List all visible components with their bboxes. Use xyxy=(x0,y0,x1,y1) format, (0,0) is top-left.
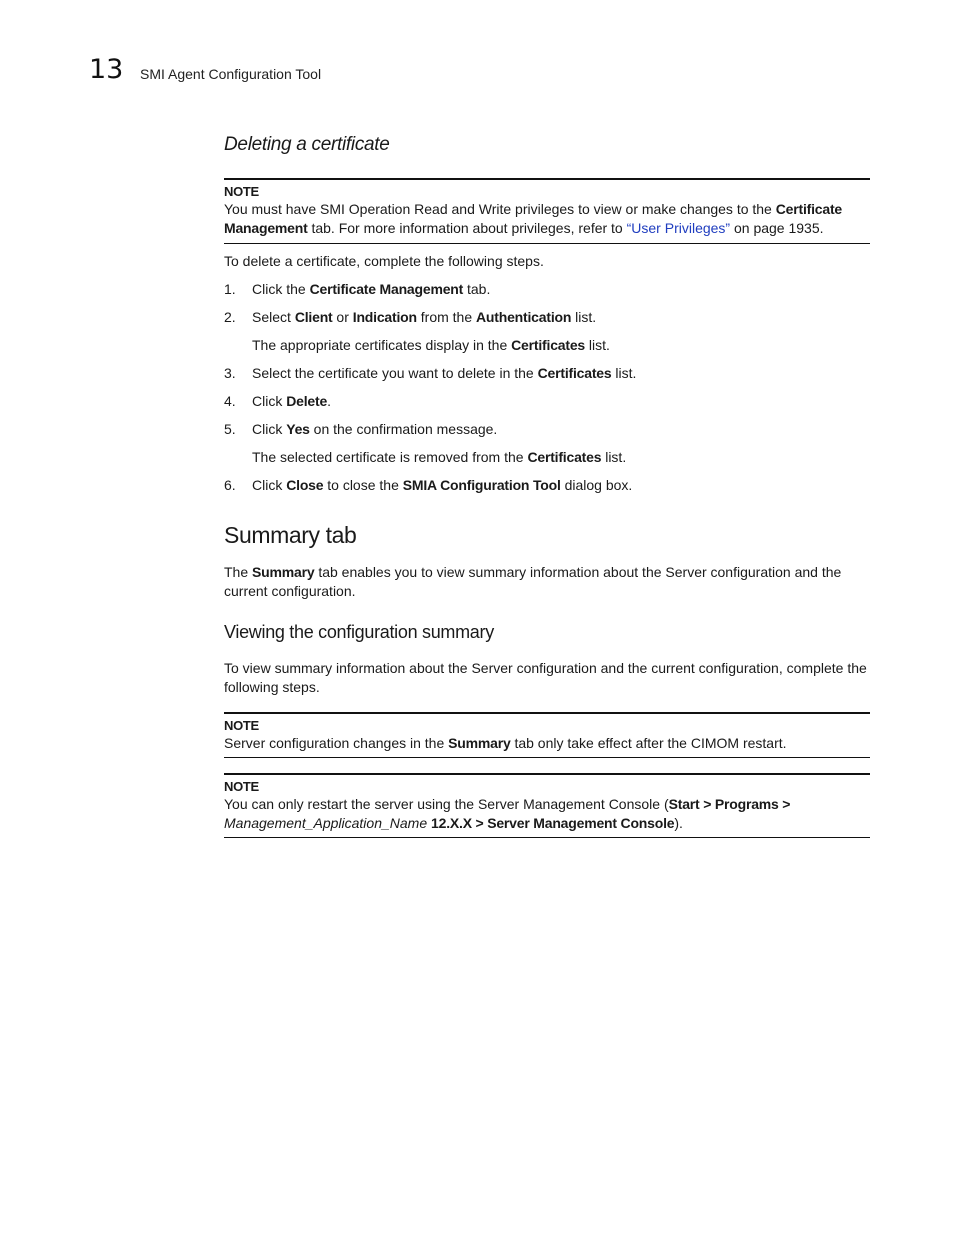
section-heading-deleting-certificate: Deleting a certificate xyxy=(224,134,390,155)
step-6: 6. Click Close to close the SMIA Configuration Tool dialog box. xyxy=(224,477,633,493)
note-label: NOTE xyxy=(224,779,259,794)
step-3: 3. Select the certificate you want to delete in the Certificates list. xyxy=(224,365,637,381)
step-4: 4. Click Delete. xyxy=(224,393,331,409)
step-5-result: The selected certificate is removed from the Certificates list. xyxy=(252,449,627,465)
summary-paragraph: The Summary tab enables you to view summary information about the Server configuration and the current configuration. xyxy=(224,564,842,599)
section-heading-viewing-summary: Viewing the configuration summary xyxy=(224,622,494,642)
note-text: You can only restart the server using the Server Management Console (Start > Programs > Management_Application_Name 12.X.X > Server Management Console). xyxy=(224,796,791,831)
step-2: 2. Select Client or Indication from the Authentication list. xyxy=(224,309,597,325)
step-1: 1. Click the Certificate Management tab. xyxy=(224,281,491,297)
note-box-privileges xyxy=(224,178,870,244)
delete-intro: To delete a certificate, complete the following steps. xyxy=(224,253,544,269)
chapter-title: SMI Agent Configuration Tool xyxy=(140,66,322,82)
step-5: 5. Click Yes on the confirmation message. xyxy=(224,421,498,437)
note-text: Server configuration changes in the Summary tab only take effect after the CIMOM restart. xyxy=(224,735,787,751)
note-text: You must have SMI Operation Read and Write privileges to view or make changes to the Certificate Management tab. For more information about privileges, refer to “User Privileges” on page 1935. xyxy=(224,201,843,236)
step-2-result: The appropriate certificates display in the Certificates list. xyxy=(252,337,610,353)
note-box-cimom-restart xyxy=(224,712,870,758)
section-heading-summary-tab: Summary tab xyxy=(224,522,357,548)
chapter-number: 13 xyxy=(89,54,124,85)
note-label: NOTE xyxy=(224,184,259,199)
note-box-server-restart xyxy=(224,773,870,838)
user-privileges-link[interactable]: “User Privileges” xyxy=(626,220,731,236)
note-label: NOTE xyxy=(224,718,259,733)
viewing-intro: To view summary information about the Server configuration and the current configuration, complete the following steps. xyxy=(224,660,867,695)
